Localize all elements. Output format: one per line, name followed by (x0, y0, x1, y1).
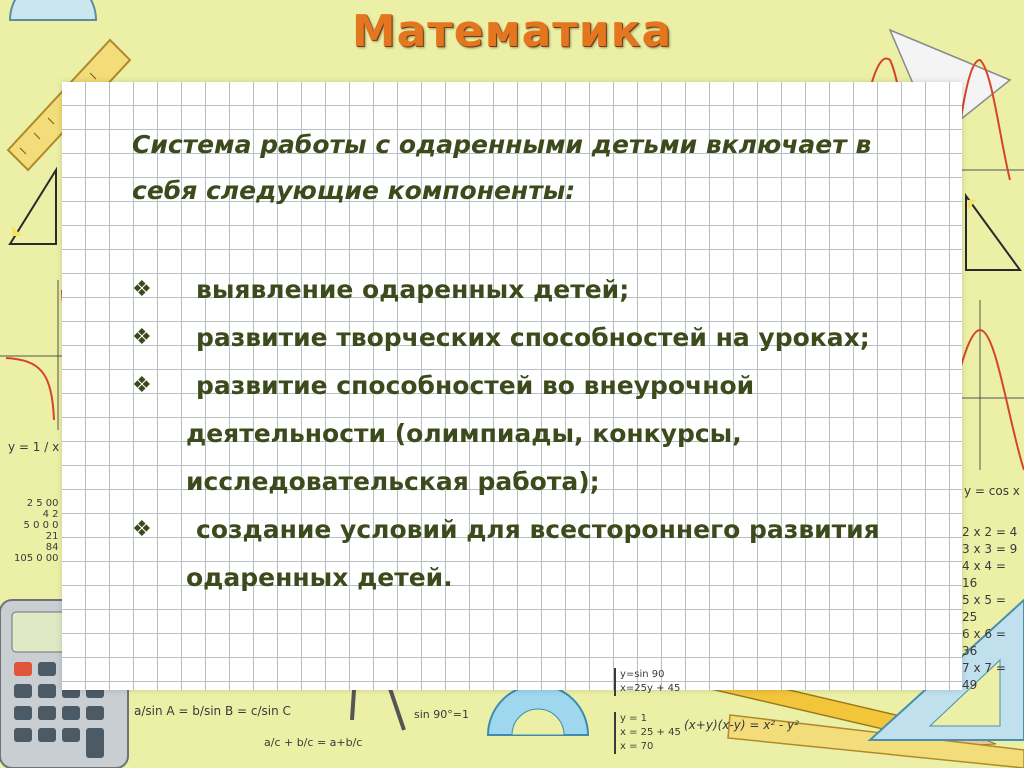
intro-paragraph: Система работы с одаренными детьми включает в себя следующие компоненты: (132, 130, 872, 205)
list-item (132, 266, 912, 314)
fraction-sum-formula: a/c + b/c = a+b/c (264, 736, 363, 749)
equation-system-2 (614, 712, 681, 754)
list-item (132, 362, 912, 506)
diamond-bullet-icon: ❖ (132, 325, 152, 350)
mult-row: 4 x 4 = 16 (962, 559, 1006, 590)
column-multiplication (14, 498, 59, 564)
graph-label-cos-x: y = cos x (964, 484, 1020, 498)
eq-line: x = 70 (620, 741, 654, 752)
list-item-text: развитие творческих способностей на уроках; (196, 323, 870, 352)
right-triangle-left (10, 170, 56, 244)
equation-system-1 (614, 668, 680, 696)
components-list (132, 266, 912, 602)
slide-title: Математика (351, 6, 673, 57)
eq-line: x=25y + 45 (620, 683, 681, 694)
calc-row: 5 0 0 0 (23, 520, 59, 531)
sin-90-formula: sin 90°=1 (414, 708, 469, 721)
mult-row: 2 x 2 = 4 (962, 525, 1018, 539)
list-item-text: создание условий для всестороннего развития одаренных детей. (186, 515, 880, 592)
sine-theorem-formula: a/sin A = b/sin B = c/sin C (134, 704, 291, 718)
calc-row: 21 (45, 531, 59, 542)
diamond-bullet-icon: ❖ (132, 277, 152, 302)
list-item (132, 314, 912, 362)
list-item (132, 506, 912, 602)
eq-line: x = 25 + 45 (620, 727, 681, 738)
list-item-text: выявление одаренных детей; (196, 275, 630, 304)
calc-row: 105 0 00 (14, 553, 59, 564)
mult-row: 5 x 5 = 25 (962, 593, 1006, 624)
diamond-bullet-icon: ❖ (132, 517, 152, 542)
mult-row: 3 x 3 = 9 (962, 542, 1018, 556)
mult-row: 6 x 6 = 36 (962, 627, 1006, 658)
calc-row: 2 5 00 (26, 498, 59, 509)
protractor-bottom (488, 685, 588, 735)
list-item-text: развитие способностей во внеурочной деятельности (олимпиады, конкурсы, исследовательская работа); (186, 371, 755, 496)
multiplication-table (962, 524, 1024, 694)
eq-line: y=sin 90 (620, 669, 665, 680)
calc-row: 4 2 (42, 509, 59, 520)
right-triangle-right (966, 196, 1020, 270)
diamond-bullet-icon: ❖ (132, 373, 152, 398)
mult-row: 7 x 7 = 49 (962, 661, 1006, 692)
algebra-identity: (x+y)(x-y) = x² - y² (684, 718, 799, 732)
graph-label-1-over-x: y = 1 / x (8, 440, 60, 454)
eq-line: y = 1 (620, 713, 648, 724)
calc-row: 84 (45, 542, 59, 553)
